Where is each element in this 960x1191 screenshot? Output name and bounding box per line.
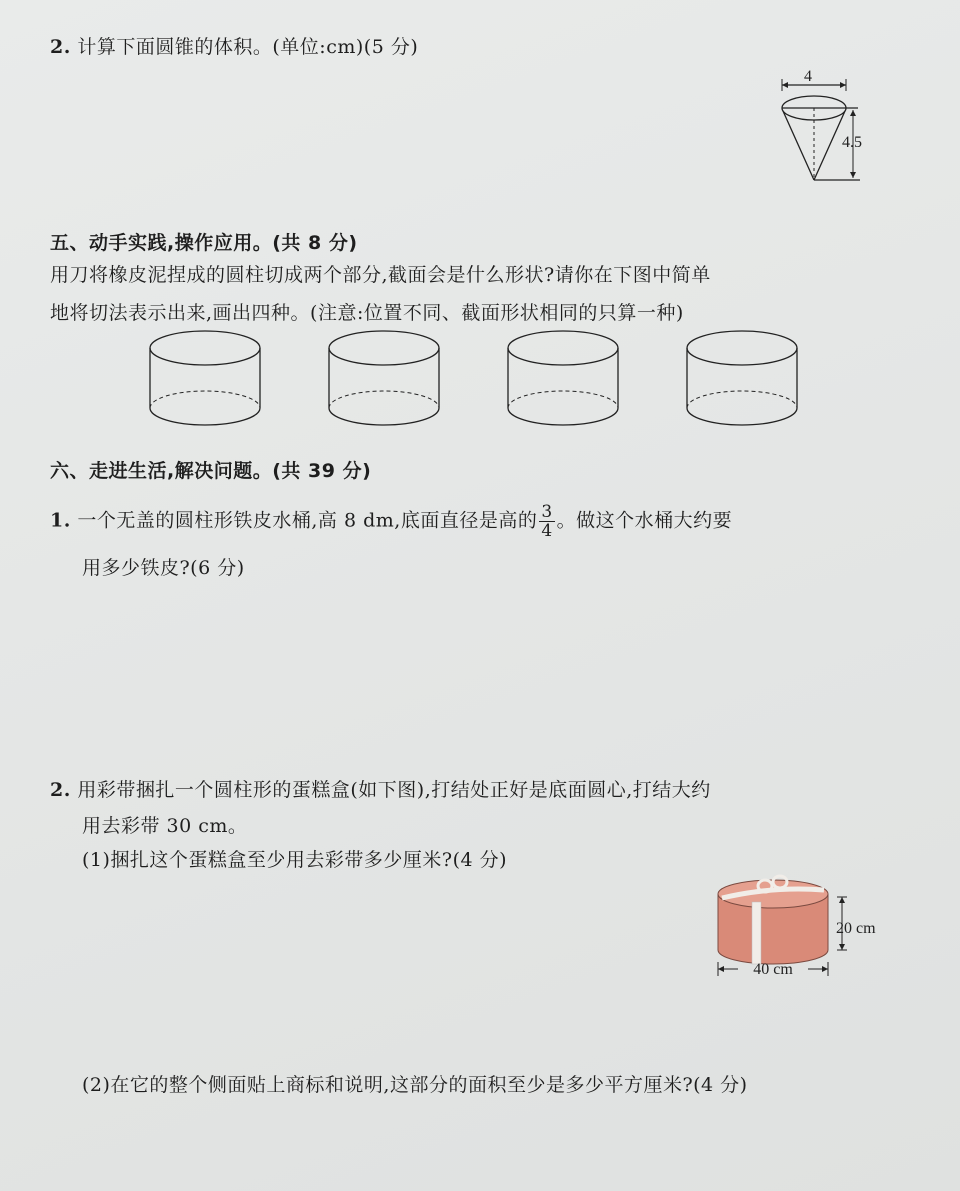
question-6-2-line2: 用去彩带 30 cm。	[82, 815, 248, 837]
section-5-text-line2: 地将切法表示出来,画出四种。(注意:位置不同、截面形状相同的只算一种)	[50, 302, 684, 324]
cake-box-figure	[712, 872, 902, 982]
box-width-label: 40 cm	[753, 961, 793, 978]
section-5-text-line1: 用刀将橡皮泥捏成的圆柱切成两个部分,截面会是什么形状?请你在下图中简单	[50, 264, 711, 286]
cylinders-row	[0, 330, 960, 440]
question-text-end: 。做这个水桶大约要	[556, 509, 733, 532]
section-6-heading: 六、走进生活,解决问题。(共 39 分)	[50, 460, 372, 482]
cylinder-drawing-area[interactable]	[508, 331, 618, 425]
cylinder-drawing-area[interactable]	[150, 331, 260, 425]
fraction-denominator: 4	[541, 521, 553, 541]
question-text: 一个无盖的圆柱形铁皮水桶,高 8 dm,底面直径是高的	[77, 509, 538, 532]
diameter-label: 4	[804, 68, 812, 85]
question-6-1	[50, 503, 732, 540]
question-number: 2.	[50, 36, 71, 58]
cone-figure	[770, 65, 880, 190]
question-6-2	[50, 775, 711, 802]
question-6-1-line2: 用多少铁皮?(6 分)	[82, 557, 245, 579]
question-number: 2.	[50, 779, 71, 801]
question-text: 用彩带捆扎一个圆柱形的蛋糕盒(如下图),打结处正好是底面圆心,打结大约	[77, 779, 711, 801]
fraction-numerator: 3	[541, 502, 553, 522]
section-5-heading: 五、动手实践,操作应用。(共 8 分)	[50, 232, 358, 254]
height-label: 4.5	[842, 134, 862, 151]
question-6-2-sub1: (1)捆扎这个蛋糕盒至少用去彩带多少厘米?(4 分)	[82, 849, 508, 871]
fraction	[539, 503, 554, 540]
question-4-2	[50, 32, 418, 59]
cylinder-drawing-area[interactable]	[329, 331, 439, 425]
box-height-label: 20 cm	[836, 920, 876, 937]
question-text: 计算下面圆锥的体积。(单位:cm)(5 分)	[77, 36, 419, 58]
cylinder-drawing-area[interactable]	[687, 331, 797, 425]
question-number: 1.	[50, 509, 71, 532]
question-6-2-sub2: (2)在它的整个侧面贴上商标和说明,这部分的面积至少是多少平方厘米?(4 分)	[82, 1074, 748, 1096]
